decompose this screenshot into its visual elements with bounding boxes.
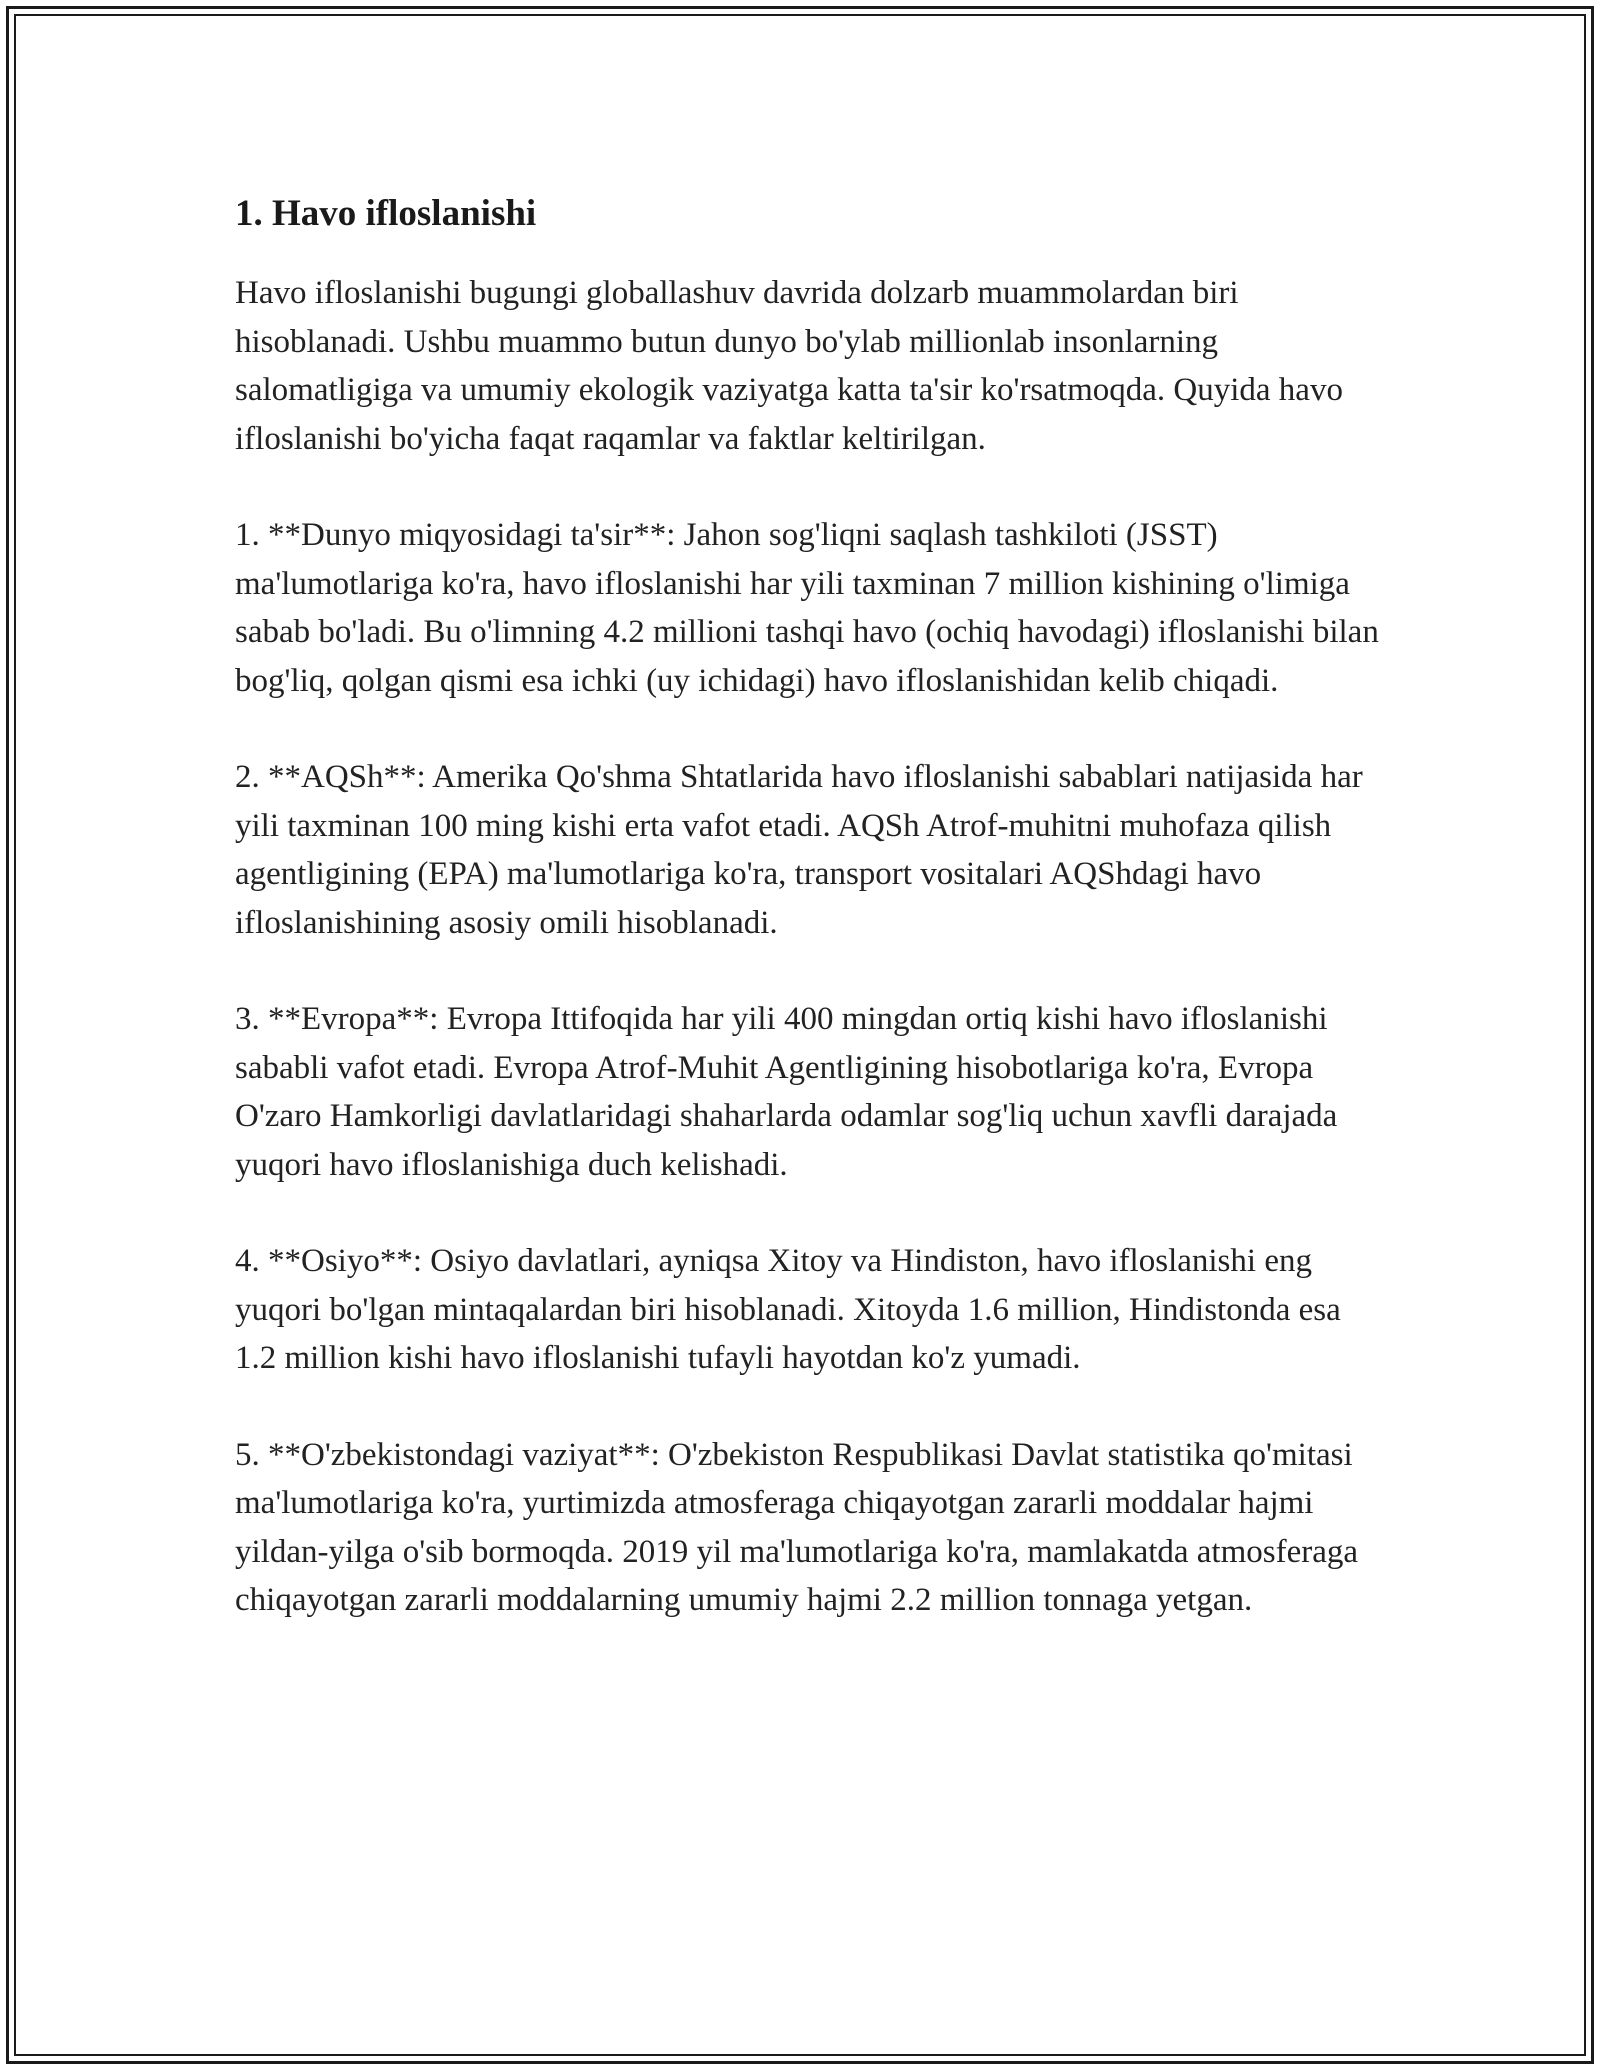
paragraph-usa: 2. **AQSh**: Amerika Qo'shma Shtatlarida havo ifloslanishi sabablari natijasida har yili taxminan 100 ming kishi erta vafot etadi. AQSh Atrof-muhitni muhofaza qilish agentligining (EPA) ma'lumotlariga ko'ra, transport vositalari AQShdagi havo ifloslanishining asosiy omili hisoblanadi. — [235, 759, 1363, 941]
intro-paragraph: Havo ifloslanishi bugungi globallashuv davrida dolzarb muammolardan biri hisoblanadi. Ushbu muammo butun dunyo bo'ylab millionlab insonlarning salomatligiga va umumiy ekologik vaziyatga katta ta'sir ko'rsatmoqda. Quyida havo ifloslanishi bo'yicha faqat raqamlar va faktlar keltirilgan. — [235, 275, 1343, 457]
paragraph-europe: 3. **Evropa**: Evropa Ittifoqida har yili 400 mingdan ortiq kishi havo ifloslanishi sababli vafot etadi. Evropa Atrof-Muhit Agentligining hisobotlariga ko'ra, Evropa O'zaro Hamkorligi davlatlaridagi shaharlarda odamlar sog'liq uchun xavfli darajada yuqori havo ifloslanishiga duch kelishadi. — [235, 1001, 1338, 1183]
paragraph-asia: 4. **Osiyo**: Osiyo davlatlari, ayniqsa Xitoy va Hindiston, havo ifloslanishi eng yuqori bo'lgan mintaqalardan biri hisoblanadi. Xitoyda 1.6 million, Hindistonda esa 1.2 million kishi havo ifloslanishi tufayli hayotdan ko'z yumadi. — [235, 1243, 1341, 1376]
paragraph-world-impact: 1. **Dunyo miqyosidagi ta'sir**: Jahon sog'liqni saqlash tashkiloti (JSST) ma'lumotlariga ko'ra, havo ifloslanishi har yili taxminan 7 million kishining o'limiga sabab bo'ladi. Bu o'limning 4.2 millioni tashqi havo (ochiq havodagi) ifloslanishi bilan bog'liq, qolgan qismi esa ichki (uy ichidagi) havo ifloslanishidan kelib chiqadi. — [235, 517, 1379, 699]
paragraph-uzbekistan: 5. **O'zbekistondagi vaziyat**: O'zbekiston Respublikasi Davlat statistika qo'mitasi ma'lumotlariga ko'ra, yurtimizda atmosferaga chiqayotgan zararli moddalar hajmi yildan-yilga o'sib bormoqda. 2019 yil ma'lumotlariga ko'ra, mamlakatda atmosferaga chiqayotgan zararli moddalarning umumiy hajmi 2.2 million tonnaga yetgan. — [235, 1436, 1359, 1618]
document-body — [235, 185, 1385, 1673]
section-heading: 1. Havo ifloslanishi — [235, 193, 537, 234]
